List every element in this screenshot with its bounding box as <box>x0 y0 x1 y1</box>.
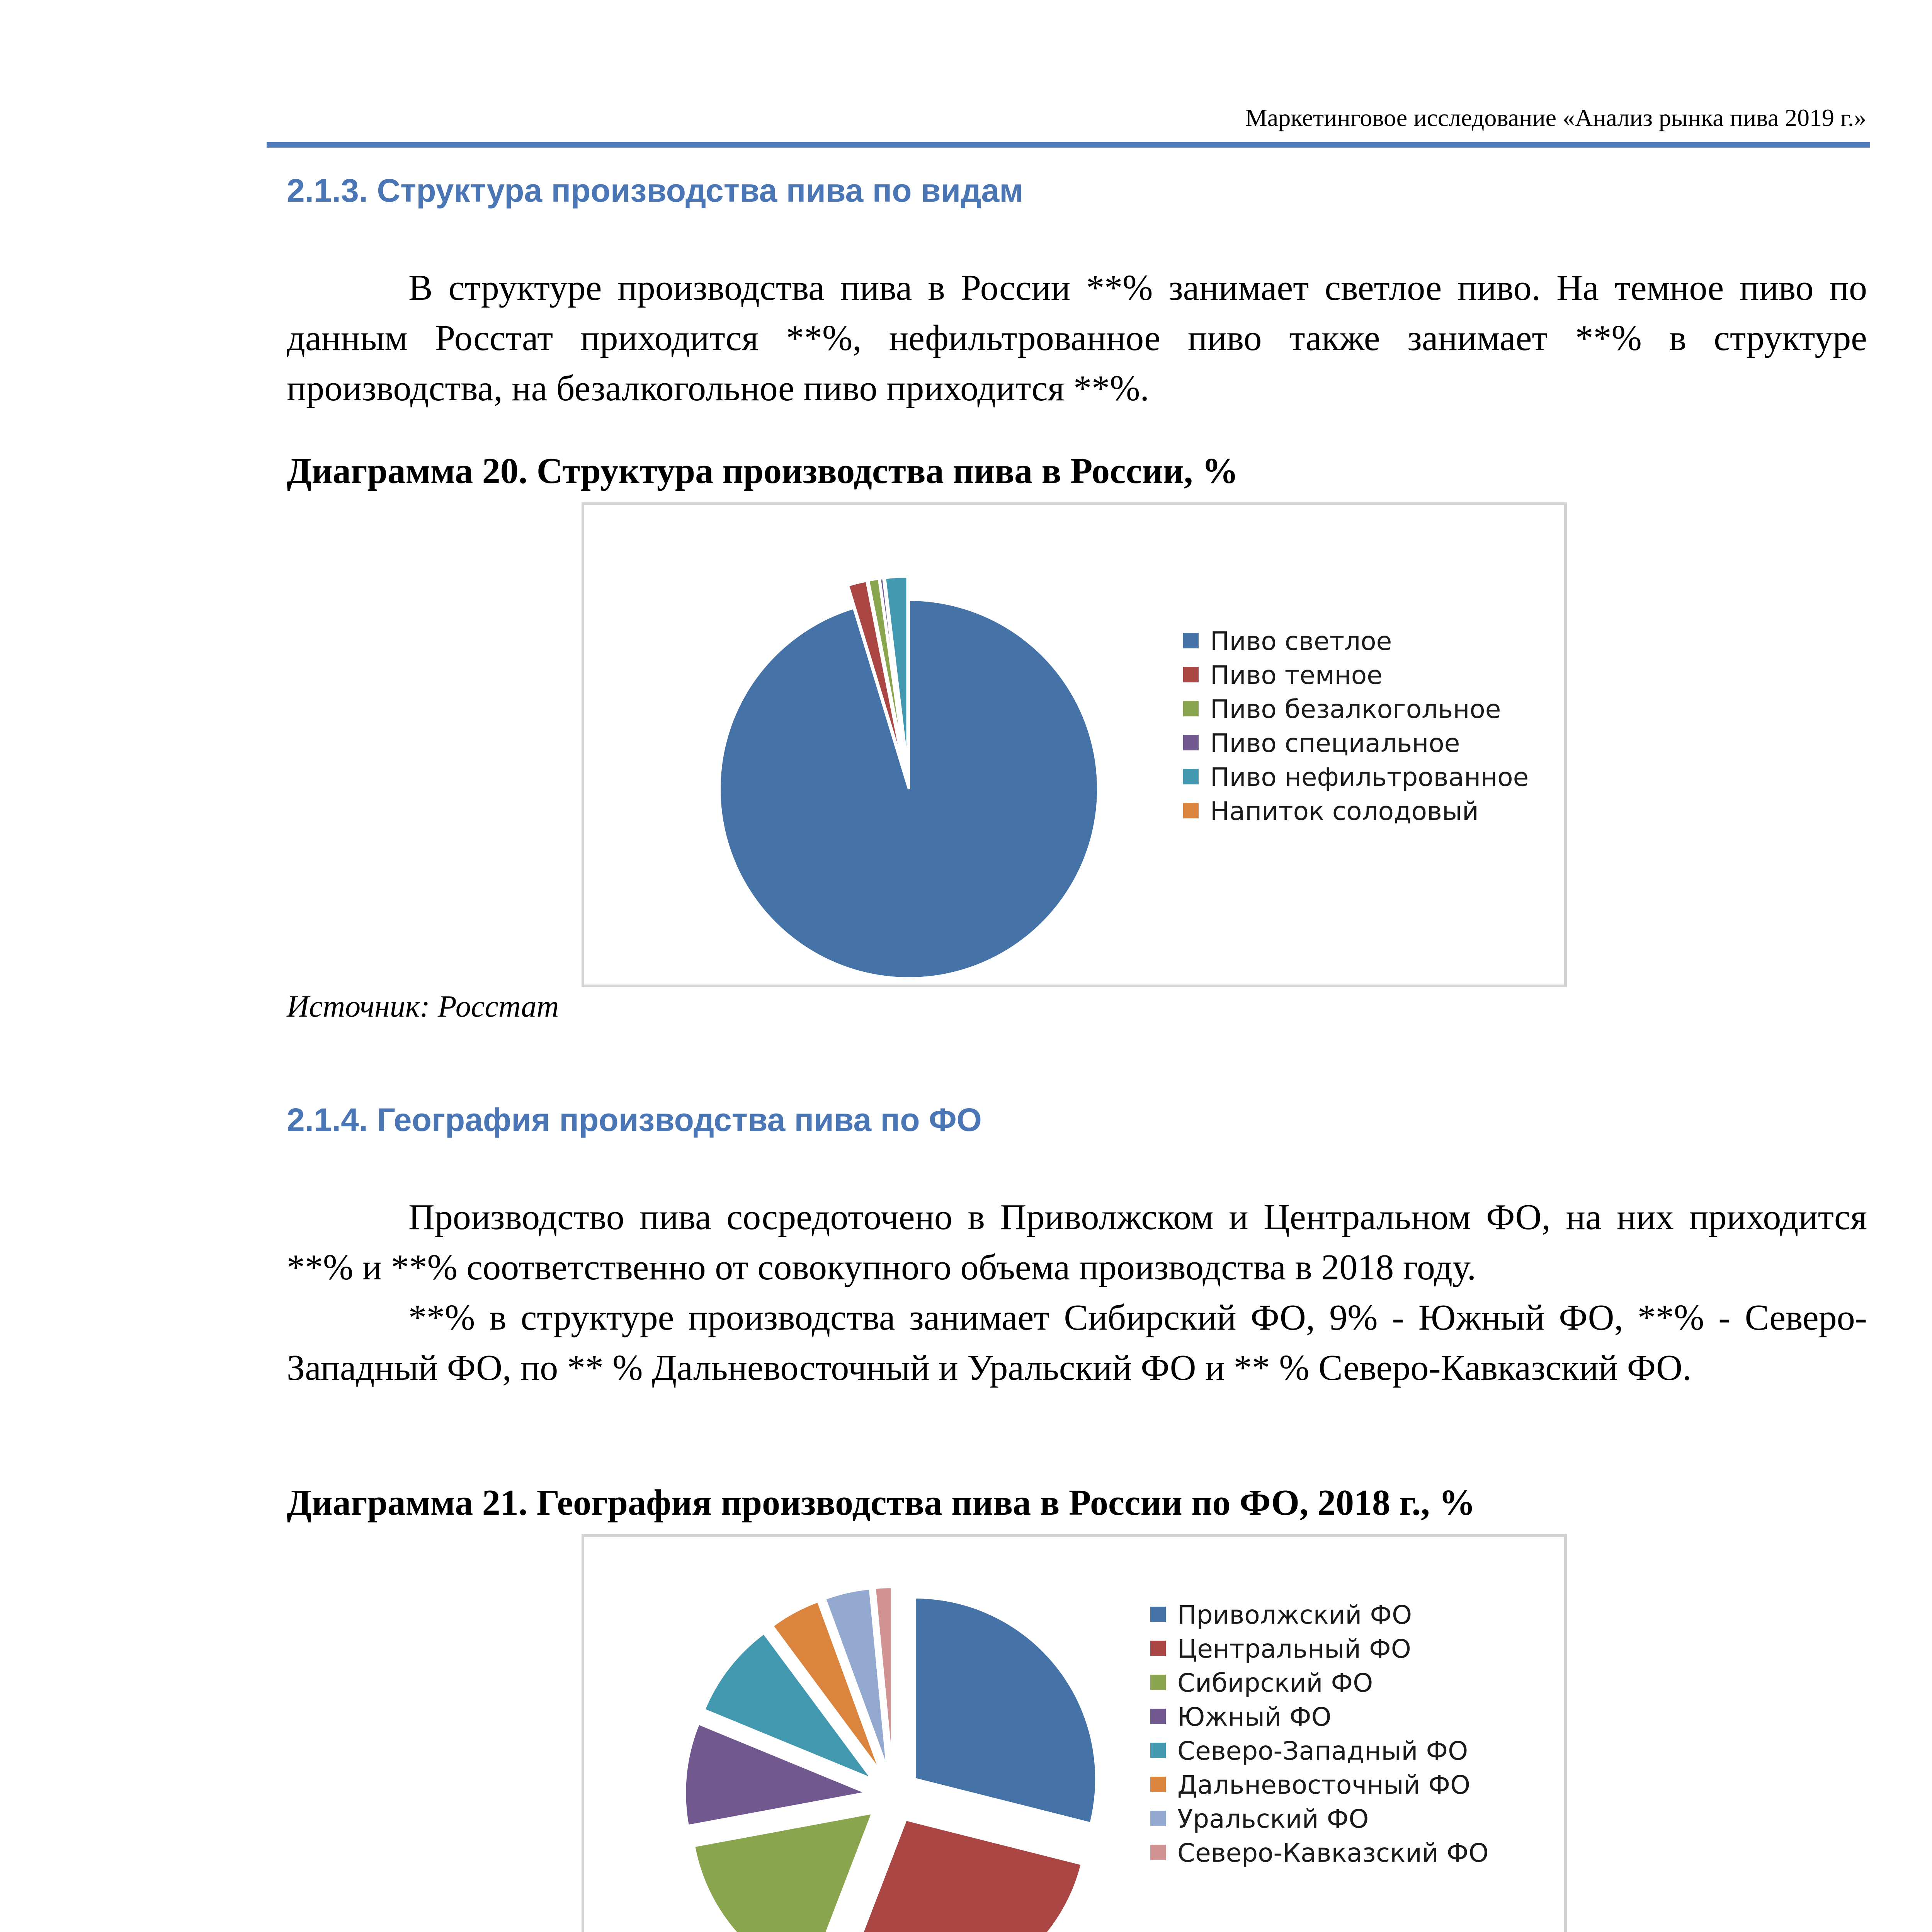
pie-slice <box>694 1813 872 1932</box>
section-2-paragraph-2: **% в структуре производства занимает Сибирский ФО, 9% - Южный ФО, **% - Северо-Западный ФО, по ** % Дальневосточный и Уральский ФО и ** % Северо-Кавказский ФО. <box>287 1298 1867 1388</box>
legend-swatch <box>1150 1743 1166 1758</box>
pie-slice <box>719 600 1098 978</box>
legend-label: Сибирский ФО <box>1177 1668 1373 1698</box>
legend-label: Уральский ФО <box>1177 1804 1369 1834</box>
chart-20-pie <box>584 505 1570 990</box>
running-header: Маркетинговое исследование «Анализ рынка пива 2019 г.» <box>1245 104 1866 131</box>
legend-swatch <box>1150 1777 1166 1792</box>
legend-swatch <box>1183 735 1199 750</box>
legend-swatch <box>1183 769 1199 784</box>
legend-label: Пиво безалкогольное <box>1210 694 1501 724</box>
chart-20-source: Источник: Росстат <box>287 990 559 1024</box>
pie-slice <box>915 1597 1096 1823</box>
header-rule <box>267 142 1870 148</box>
legend-swatch <box>1150 1641 1166 1656</box>
legend-label: Приволжский ФО <box>1177 1600 1412 1630</box>
section-2-paragraph-1: Производство пива сосредоточено в Приволжском и Центральном ФО, на них приходится **% и **% соответственно от совокупного объема производства в 2018 году. <box>287 1197 1867 1287</box>
legend-label: Дальневосточный ФО <box>1177 1770 1471 1800</box>
pie-slice <box>841 1820 1082 1932</box>
legend-label: Северо-Западный ФО <box>1177 1736 1468 1766</box>
legend-swatch <box>1183 803 1199 818</box>
chart-21-frame <box>582 1534 1567 1932</box>
chart-20-frame <box>582 502 1567 987</box>
legend-swatch <box>1150 1709 1166 1724</box>
legend-label: Северо-Кавказский ФО <box>1177 1838 1489 1868</box>
legend-swatch <box>1183 701 1199 716</box>
legend-label: Южный ФО <box>1177 1702 1332 1732</box>
legend-label: Центральный ФО <box>1177 1634 1411 1664</box>
legend-label: Пиво специальное <box>1210 728 1460 758</box>
legend-label: Пиво нефильтрованное <box>1210 762 1529 792</box>
legend-swatch <box>1183 633 1199 648</box>
section-heading-2-1-3: 2.1.3. Структура производства пива по видам <box>287 172 1024 209</box>
legend-swatch <box>1150 1811 1166 1826</box>
legend-swatch <box>1150 1845 1166 1860</box>
legend-swatch <box>1183 667 1199 682</box>
legend-label: Напиток солодовый <box>1210 796 1479 826</box>
legend-label: Пиво светлое <box>1210 626 1392 656</box>
legend-swatch <box>1150 1607 1166 1622</box>
chart-21-pie <box>584 1537 1570 1932</box>
legend-label: Пиво темное <box>1210 660 1383 690</box>
legend-swatch <box>1150 1675 1166 1690</box>
chart-21-caption: Диаграмма 21. География производства пива в России по ФО, 2018 г., % <box>287 1483 1476 1523</box>
chart-20-caption: Диаграмма 20. Структура производства пива в России, % <box>287 451 1238 491</box>
section-heading-2-1-4: 2.1.4. География производства пива по ФО <box>287 1102 982 1138</box>
section-1-paragraph: В структуре производства пива в России **% занимает светлое пиво. На темное пиво по данным Росстат приходится **%, нефильтрованное пиво также занимает **% в структуре производства, на безалкогольное пиво приходится **%. <box>287 268 1867 408</box>
